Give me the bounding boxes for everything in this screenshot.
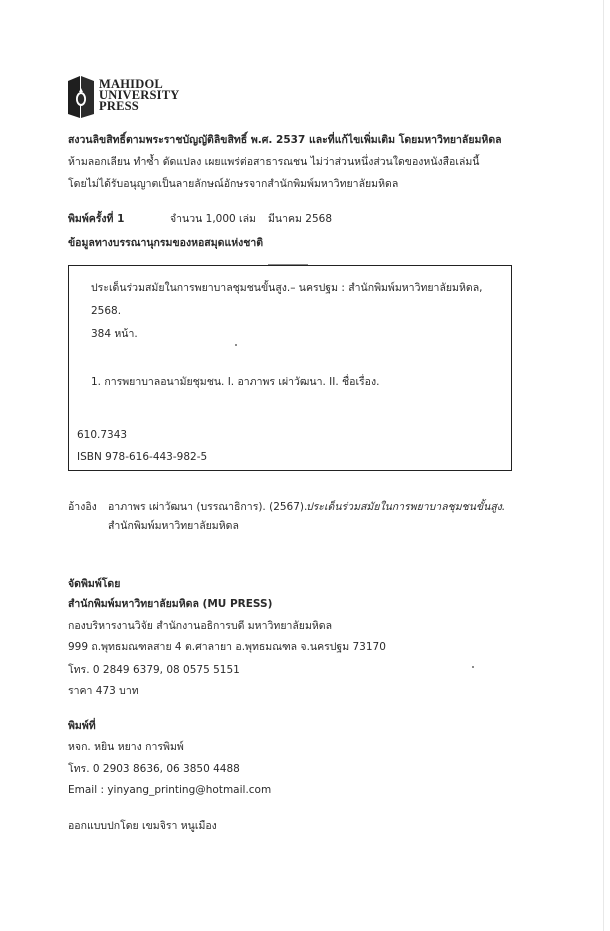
edition-copies: จำนวน 1,000 เล่ม [170,213,256,225]
logo-line-1: MAHIDOL [99,77,163,91]
printer-name: หจก. หยิน หยาง การพิมพ์ [68,741,184,753]
catalog-entry-line-2: 2568. [91,305,122,317]
catalog-classification: 610.7343 [77,429,128,441]
press-emblem-icon [66,75,96,119]
edition-label: พิมพ์ครั้งที่ 1 [68,213,125,225]
printer-phone: โทร. 0 2903 8636, 06 3850 4488 [68,763,240,775]
publisher-unit: กองบริหารงานวิจัย สำนักงานอธิการบดี มหาวิทยาลัยมหิดล [68,620,333,632]
publisher-heading: จัดพิมพ์โดย [68,578,121,590]
citation-author: อาภาพร เผ่าวัฒนา (บรรณาธิการ). (2567). [108,501,308,513]
catalog-record-box [68,265,512,471]
citation-publisher: สำนักพิมพ์มหาวิทยาลัยมหิดล [108,520,239,532]
mahidol-university-press-logo [66,75,180,119]
logo-line-3: PRESS [99,99,139,113]
citation-title: ประเด็นร่วมสมัยในการพยาบาลชุมชนขั้นสูง. [306,501,506,513]
logo-line-2: UNIVERSITY [99,88,180,102]
catalog-isbn: ISBN 978-616-443-982-5 [77,451,208,463]
catalog-subjects: 1. การพยาบาลอนามัยชุมชน. I. อาภาพร เผ่าวัฒนา. II. ชื่อเรื่อง. [91,376,380,388]
catalog-pages: 384 หน้า. [91,328,138,340]
edition-date: มีนาคม 2568 [268,213,332,225]
publisher-name: สำนักพิมพ์มหาวิทยาลัยมหิดล (MU PRESS) [68,598,273,610]
copyright-line-2: ห้ามลอกเลียน ทำซ้ำ ดัดแปลง เผยแพร่ต่อสาธารณชน ไม่ว่าส่วนหนึ่งส่วนใดของหนังสือเล่มนี้ [68,156,480,168]
copyright-line-3: โดยไม่ได้รับอนุญาตเป็นลายลักษณ์อักษรจากสำนักพิมพ์มหาวิทยาลัยมหิดล [68,178,399,190]
logo-wordmark [99,79,180,112]
catalog-entry-line-1: ประเด็นร่วมสมัยในการพยาบาลชุมชนขั้นสูง.– นครปฐม : สำนักพิมพ์มหาวิทยาลัยมหิดล, [91,282,483,294]
copyright-line-1: สงวนลิขสิทธิ์ตามพระราชบัญญัติลิขสิทธิ์ พ.ศ. 2537 และที่แก้ไขเพิ่มเติม โดยมหาวิทยาลัยมหิดล [68,134,502,146]
printer-email: Email : yinyang_printing@hotmail.com [68,784,272,796]
cataloging-title: ข้อมูลทางบรรณานุกรมของหอสมุดแห่งชาติ [68,237,264,249]
citation-label: อ้างอิง [68,501,97,513]
printer-heading: พิมพ์ที่ [68,720,96,732]
stray-mark [235,344,237,346]
cover-design-credit: ออกแบบปกโดย เขมจิรา หนูเมือง [68,820,217,832]
publisher-address: 999 ถ.พุทธมณฑลสาย 4 ต.ศาลายา อ.พุทธมณฑล จ.นครปฐม 73170 [68,641,386,653]
publisher-price: ราคา 473 บาท [68,685,139,697]
stray-mark-2 [472,666,474,668]
page-edge-line [603,0,604,931]
publisher-phone: โทร. 0 2849 6379, 08 0575 5151 [68,664,240,676]
